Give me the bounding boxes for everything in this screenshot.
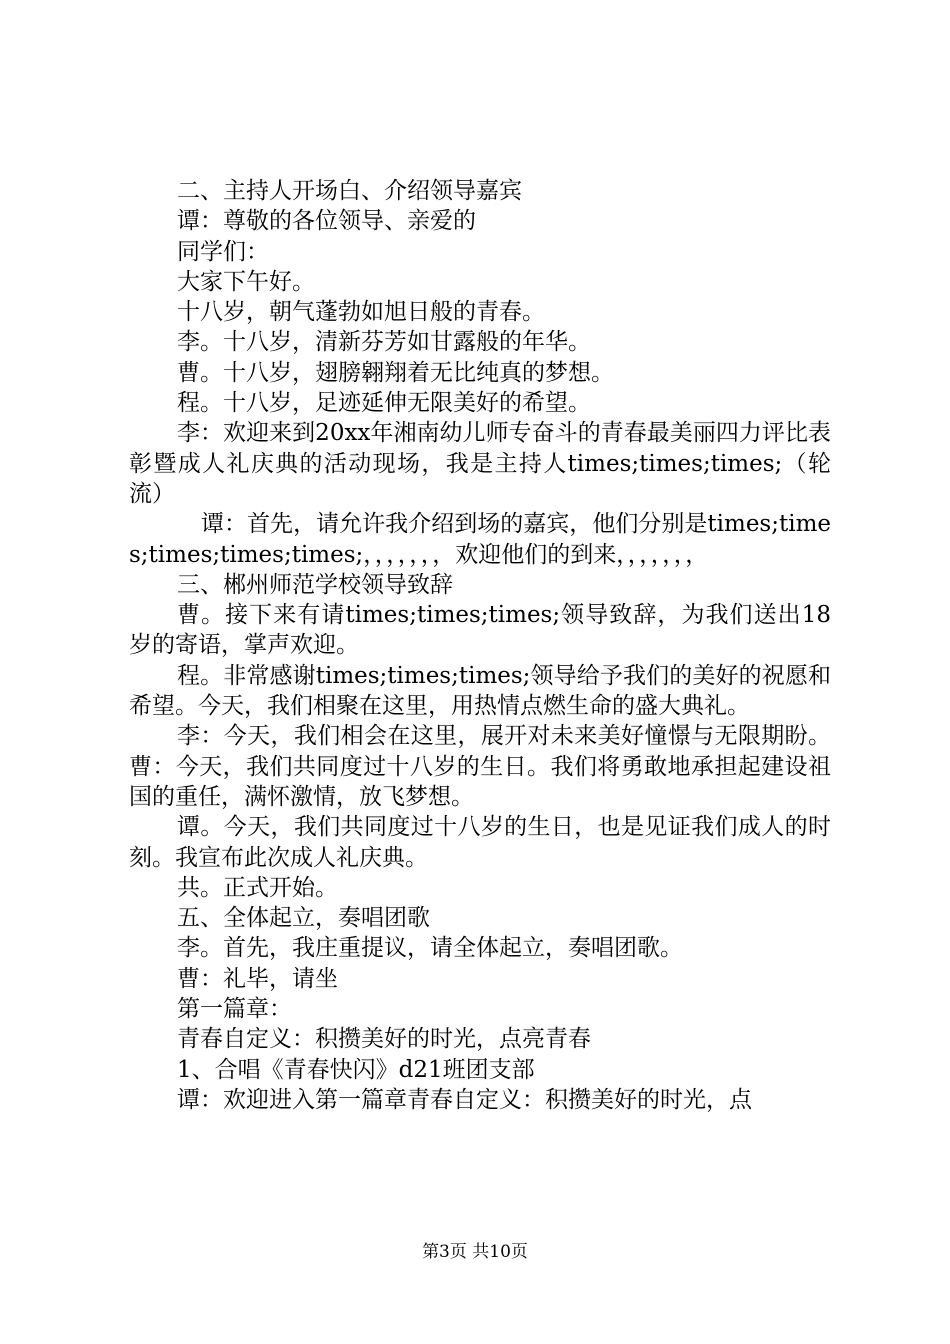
paragraph: 大家下午好。	[177, 268, 315, 295]
paragraph: 程。非常感谢times;times;times;领导给予我们的美好的祝愿和希望。今天，我们相聚在这里，用热情点燃生命的盛大典礼。	[129, 662, 831, 720]
paragraph: 程。十八岁，足迹延伸无限美好的希望。	[177, 390, 591, 417]
page-number-footer: 第3页 共10页	[422, 1242, 528, 1262]
paragraph: 谭：欢迎进入第一篇章青春自定义：积攒美好的时光，点	[177, 1086, 752, 1113]
paragraph: 共。正式开始。	[177, 874, 338, 901]
program-item: 1、合唱《青春快闪》d21班团支部	[177, 1056, 535, 1083]
paragraph: 十八岁，朝气蓬勃如旭日般的青春。	[177, 299, 545, 326]
paragraph: 李。十八岁，清新芬芳如甘露般的年华。	[177, 329, 591, 356]
paragraph: 曹。十八岁，翅膀翱翔着无比纯真的梦想。	[177, 359, 614, 386]
paragraph: 谭：尊敬的各位领导、亲爱的	[177, 208, 476, 235]
paragraph: 曹：礼毕，请坐	[177, 965, 338, 992]
document-body	[129, 176, 831, 1115]
section-heading-anthem: 五、全体起立，奏唱团歌	[177, 905, 430, 932]
paragraph: 谭：首先，请允许我介绍到场的嘉宾，他们分别是times;times;times;times;times;，，，，，，，欢迎他们的到来，，，，，，，	[129, 511, 831, 568]
section-heading-host-opening: 二、主持人开场白、介绍领导嘉宾	[177, 178, 522, 204]
paragraph: 曹。接下来有请times;times;times;领导致辞，为我们送出18岁的寄语，掌声欢迎。	[129, 602, 831, 659]
chapter-title: 青春自定义：积攒美好的时光，点亮青春	[177, 1026, 591, 1053]
chapter-heading: 第一篇章：	[177, 996, 292, 1023]
paragraph: 谭。今天，我们共同度过十八岁的生日，也是见证我们成人的时刻。我宣布此次成人礼庆典。	[129, 814, 831, 871]
paragraph: 同学们：	[177, 238, 269, 265]
paragraph: 李：今天，我们相会在这里，展开对未来美好憧憬与无限期盼。曹：今天，我们共同度过十八岁的生日。我们将勇敢地承担起建设祖国的重任，满怀激情，放飞梦想。	[129, 723, 831, 810]
section-heading-leader-speech: 三、郴州师范学校领导致辞	[177, 571, 453, 598]
paragraph: 李。首先，我庄重提议，请全体起立，奏唱团歌。	[177, 935, 683, 962]
paragraph: 李：欢迎来到20xx年湘南幼儿师专奋斗的青春最美丽四力评比表彰暨成人礼庆典的活动现场，我是主持人times;times;times;（轮流）	[129, 420, 831, 507]
